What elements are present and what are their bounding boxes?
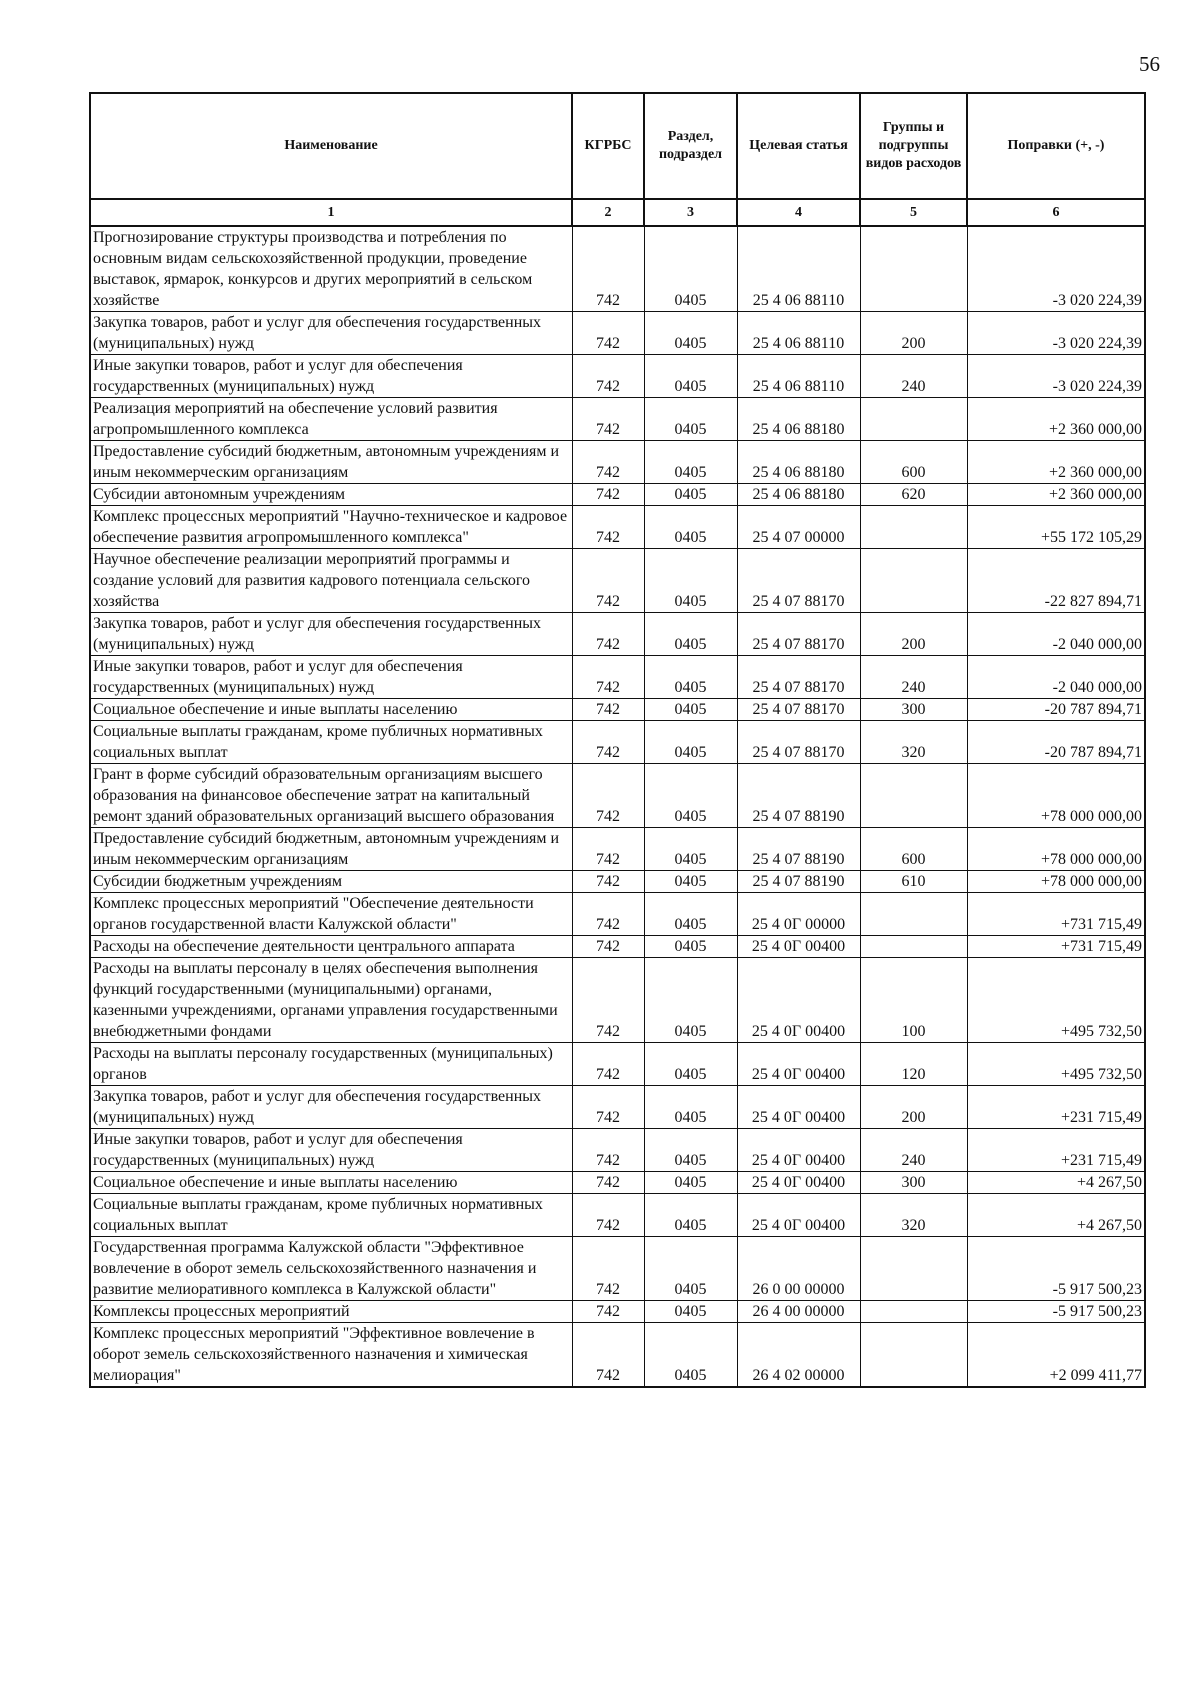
row-kgrbs: 742 <box>572 398 644 441</box>
row-section: 0405 <box>644 226 737 312</box>
table-row <box>90 936 1145 958</box>
row-name: Расходы на выплаты персоналу в целях обеспечения выполнения функций государственными (муниципальными) органами, казенными учреждениями, органами управления государственными внебюджетными фондами <box>90 958 572 1043</box>
row-target: 25 4 0Г 00400 <box>737 936 860 958</box>
row-section: 0405 <box>644 398 737 441</box>
row-kgrbs: 742 <box>572 1043 644 1086</box>
row-group: 610 <box>860 871 967 893</box>
row-amount: +731 715,49 <box>967 893 1145 936</box>
row-name: Иные закупки товаров, работ и услуг для обеспечения государственных (муниципальных) нужд <box>90 355 572 398</box>
row-target: 25 4 0Г 00400 <box>737 1129 860 1172</box>
row-name: Предоставление субсидий бюджетным, автономным учреждениям и иным некоммерческим организациям <box>90 441 572 484</box>
row-target: 25 4 06 88110 <box>737 226 860 312</box>
column-number: 4 <box>737 199 860 226</box>
row-target: 25 4 07 88170 <box>737 613 860 656</box>
row-target: 25 4 07 88170 <box>737 656 860 699</box>
row-target: 25 4 06 88180 <box>737 398 860 441</box>
table-row <box>90 699 1145 721</box>
row-target: 25 4 0Г 00400 <box>737 1086 860 1129</box>
row-section: 0405 <box>644 721 737 764</box>
row-kgrbs: 742 <box>572 764 644 828</box>
row-amount: -3 020 224,39 <box>967 355 1145 398</box>
table-body <box>90 226 1145 1387</box>
row-name: Закупка товаров, работ и услуг для обеспечения государственных (муниципальных) нужд <box>90 312 572 355</box>
row-amount: +231 715,49 <box>967 1129 1145 1172</box>
table-row <box>90 355 1145 398</box>
row-section: 0405 <box>644 656 737 699</box>
row-amount: +2 099 411,77 <box>967 1323 1145 1388</box>
row-name: Социальное обеспечение и иные выплаты населению <box>90 699 572 721</box>
row-group: 600 <box>860 828 967 871</box>
row-name: Реализация мероприятий на обеспечение условий развития агропромышленного комплекса <box>90 398 572 441</box>
row-target: 25 4 0Г 00400 <box>737 1043 860 1086</box>
row-name: Комплексы процессных мероприятий <box>90 1301 572 1323</box>
row-group <box>860 1237 967 1301</box>
row-kgrbs: 742 <box>572 699 644 721</box>
row-group <box>860 936 967 958</box>
row-kgrbs: 742 <box>572 549 644 613</box>
row-target: 26 0 00 00000 <box>737 1237 860 1301</box>
column-number: 5 <box>860 199 967 226</box>
row-target: 25 4 0Г 00400 <box>737 1194 860 1237</box>
row-group <box>860 893 967 936</box>
row-kgrbs: 742 <box>572 441 644 484</box>
table-row <box>90 312 1145 355</box>
row-kgrbs: 742 <box>572 1194 644 1237</box>
row-name: Комплекс процессных мероприятий "Обеспечение деятельности органов государственной власти Калужской области" <box>90 893 572 936</box>
row-name: Предоставление субсидий бюджетным, автономным учреждениям и иным некоммерческим организациям <box>90 828 572 871</box>
row-kgrbs: 742 <box>572 958 644 1043</box>
row-amount: -2 040 000,00 <box>967 656 1145 699</box>
row-target: 25 4 07 88170 <box>737 699 860 721</box>
table-row <box>90 1301 1145 1323</box>
table-row <box>90 721 1145 764</box>
row-amount: +78 000 000,00 <box>967 828 1145 871</box>
row-name: Иные закупки товаров, работ и услуг для обеспечения государственных (муниципальных) нужд <box>90 1129 572 1172</box>
row-section: 0405 <box>644 613 737 656</box>
table-row <box>90 1043 1145 1086</box>
row-amount: -22 827 894,71 <box>967 549 1145 613</box>
header-group: Группы и подгруппы видов расходов <box>860 93 967 199</box>
row-kgrbs: 742 <box>572 828 644 871</box>
table-row <box>90 764 1145 828</box>
row-section: 0405 <box>644 1237 737 1301</box>
column-number: 2 <box>572 199 644 226</box>
row-amount: -5 917 500,23 <box>967 1301 1145 1323</box>
row-amount: +78 000 000,00 <box>967 871 1145 893</box>
table-row <box>90 656 1145 699</box>
row-section: 0405 <box>644 484 737 506</box>
row-section: 0405 <box>644 1086 737 1129</box>
row-name: Субсидии автономным учреждениям <box>90 484 572 506</box>
row-name: Иные закупки товаров, работ и услуг для обеспечения государственных (муниципальных) нужд <box>90 656 572 699</box>
table-row <box>90 1086 1145 1129</box>
table-row <box>90 1129 1145 1172</box>
row-target: 25 4 0Г 00400 <box>737 958 860 1043</box>
row-section: 0405 <box>644 549 737 613</box>
row-group <box>860 398 967 441</box>
row-group: 100 <box>860 958 967 1043</box>
row-section: 0405 <box>644 1043 737 1086</box>
row-group <box>860 764 967 828</box>
column-number: 6 <box>967 199 1145 226</box>
table-row <box>90 871 1145 893</box>
row-amount: -5 917 500,23 <box>967 1237 1145 1301</box>
row-target: 25 4 07 88170 <box>737 721 860 764</box>
row-name: Социальные выплаты гражданам, кроме публичных нормативных социальных выплат <box>90 1194 572 1237</box>
table-row <box>90 506 1145 549</box>
row-section: 0405 <box>644 699 737 721</box>
table-row <box>90 398 1145 441</box>
row-kgrbs: 742 <box>572 1301 644 1323</box>
row-section: 0405 <box>644 764 737 828</box>
table-row <box>90 549 1145 613</box>
row-section: 0405 <box>644 936 737 958</box>
row-section: 0405 <box>644 1323 737 1388</box>
row-section: 0405 <box>644 958 737 1043</box>
budget-amendments-table <box>89 92 1146 1388</box>
row-kgrbs: 742 <box>572 1086 644 1129</box>
row-target: 25 4 07 88190 <box>737 871 860 893</box>
row-name: Расходы на обеспечение деятельности центрального аппарата <box>90 936 572 958</box>
row-amount: -2 040 000,00 <box>967 613 1145 656</box>
row-amount: +2 360 000,00 <box>967 441 1145 484</box>
table-row <box>90 893 1145 936</box>
row-target: 25 4 06 88110 <box>737 355 860 398</box>
table-row <box>90 1194 1145 1237</box>
row-kgrbs: 742 <box>572 484 644 506</box>
row-section: 0405 <box>644 1129 737 1172</box>
row-target: 26 4 00 00000 <box>737 1301 860 1323</box>
row-name: Закупка товаров, работ и услуг для обеспечения государственных (муниципальных) нужд <box>90 1086 572 1129</box>
row-name: Комплекс процессных мероприятий "Эффективное вовлечение в оборот земель сельскохозяйственного назначения и химическая мелиорация" <box>90 1323 572 1388</box>
row-kgrbs: 742 <box>572 355 644 398</box>
row-name: Грант в форме субсидий образовательным организациям высшего образования на финансовое обеспечение затрат на капитальный ремонт зданий образовательных организаций высшего образования <box>90 764 572 828</box>
row-name: Расходы на выплаты персоналу государственных (муниципальных) органов <box>90 1043 572 1086</box>
row-group <box>860 506 967 549</box>
table-header-row <box>90 93 1145 199</box>
table-row <box>90 484 1145 506</box>
row-amount: +495 732,50 <box>967 1043 1145 1086</box>
page-number: 56 <box>1139 52 1160 76</box>
row-section: 0405 <box>644 1172 737 1194</box>
row-kgrbs: 742 <box>572 613 644 656</box>
row-amount: +2 360 000,00 <box>967 484 1145 506</box>
row-name: Государственная программа Калужской области "Эффективное вовлечение в оборот земель сельскохозяйственного назначения и развитие мелиоративного комплекса в Калужской области" <box>90 1237 572 1301</box>
row-kgrbs: 742 <box>572 312 644 355</box>
row-group: 200 <box>860 312 967 355</box>
row-kgrbs: 742 <box>572 871 644 893</box>
table-row <box>90 1323 1145 1388</box>
row-amount: -3 020 224,39 <box>967 312 1145 355</box>
row-target: 25 4 06 88180 <box>737 484 860 506</box>
row-kgrbs: 742 <box>572 1172 644 1194</box>
row-group: 320 <box>860 1194 967 1237</box>
header-target: Целевая статья <box>737 93 860 199</box>
row-group: 600 <box>860 441 967 484</box>
row-target: 25 4 06 88180 <box>737 441 860 484</box>
row-name: Научное обеспечение реализации мероприятий программы и создание условий для развития кадрового потенциала сельского хозяйства <box>90 549 572 613</box>
row-section: 0405 <box>644 1301 737 1323</box>
row-target: 25 4 06 88110 <box>737 312 860 355</box>
header-kgrbs: КГРБС <box>572 93 644 199</box>
row-group: 120 <box>860 1043 967 1086</box>
row-group: 300 <box>860 699 967 721</box>
row-section: 0405 <box>644 312 737 355</box>
row-target: 25 4 07 88170 <box>737 549 860 613</box>
row-group: 240 <box>860 355 967 398</box>
row-group: 620 <box>860 484 967 506</box>
table-row <box>90 226 1145 312</box>
row-section: 0405 <box>644 355 737 398</box>
row-kgrbs: 742 <box>572 226 644 312</box>
row-kgrbs: 742 <box>572 936 644 958</box>
row-name: Субсидии бюджетным учреждениям <box>90 871 572 893</box>
table-row <box>90 441 1145 484</box>
column-number: 3 <box>644 199 737 226</box>
row-kgrbs: 742 <box>572 1323 644 1388</box>
table-row <box>90 613 1145 656</box>
header-section: Раздел, подраздел <box>644 93 737 199</box>
row-name: Социальное обеспечение и иные выплаты населению <box>90 1172 572 1194</box>
row-group: 240 <box>860 1129 967 1172</box>
row-amount: +4 267,50 <box>967 1194 1145 1237</box>
row-name: Социальные выплаты гражданам, кроме публичных нормативных социальных выплат <box>90 721 572 764</box>
column-number-row <box>90 199 1145 226</box>
row-section: 0405 <box>644 828 737 871</box>
row-amount: -20 787 894,71 <box>967 721 1145 764</box>
row-amount: +4 267,50 <box>967 1172 1145 1194</box>
row-section: 0405 <box>644 506 737 549</box>
table-row <box>90 1172 1145 1194</box>
row-amount: +78 000 000,00 <box>967 764 1145 828</box>
row-target: 25 4 07 88190 <box>737 764 860 828</box>
row-group <box>860 1301 967 1323</box>
row-amount: -20 787 894,71 <box>967 699 1145 721</box>
table-row <box>90 958 1145 1043</box>
row-section: 0405 <box>644 1194 737 1237</box>
header-amend: Поправки (+, -) <box>967 93 1145 199</box>
row-amount: +55 172 105,29 <box>967 506 1145 549</box>
row-target: 25 4 0Г 00400 <box>737 1172 860 1194</box>
row-name: Прогнозирование структуры производства и потребления по основным видам сельскохозяйственной продукции, проведение выставок, ярмарок, конкурсов и других мероприятий в сельском хозяйстве <box>90 226 572 312</box>
row-group <box>860 226 967 312</box>
row-group <box>860 1323 967 1388</box>
row-target: 25 4 07 88190 <box>737 828 860 871</box>
table-row <box>90 1237 1145 1301</box>
row-section: 0405 <box>644 893 737 936</box>
row-group <box>860 549 967 613</box>
row-kgrbs: 742 <box>572 1129 644 1172</box>
table-row <box>90 828 1145 871</box>
row-kgrbs: 742 <box>572 506 644 549</box>
row-target: 26 4 02 00000 <box>737 1323 860 1388</box>
row-target: 25 4 0Г 00000 <box>737 893 860 936</box>
row-amount: +231 715,49 <box>967 1086 1145 1129</box>
row-kgrbs: 742 <box>572 1237 644 1301</box>
row-group: 300 <box>860 1172 967 1194</box>
row-section: 0405 <box>644 871 737 893</box>
row-amount: -3 020 224,39 <box>967 226 1145 312</box>
header-name: Наименование <box>90 93 572 199</box>
row-group: 200 <box>860 613 967 656</box>
row-group: 320 <box>860 721 967 764</box>
row-kgrbs: 742 <box>572 721 644 764</box>
row-target: 25 4 07 00000 <box>737 506 860 549</box>
row-group: 200 <box>860 1086 967 1129</box>
row-kgrbs: 742 <box>572 893 644 936</box>
row-group: 240 <box>860 656 967 699</box>
row-section: 0405 <box>644 441 737 484</box>
row-name: Закупка товаров, работ и услуг для обеспечения государственных (муниципальных) нужд <box>90 613 572 656</box>
row-name: Комплекс процессных мероприятий "Научно-техническое и кадровое обеспечение развития агропромышленного комплекса" <box>90 506 572 549</box>
row-amount: +495 732,50 <box>967 958 1145 1043</box>
column-number: 1 <box>90 199 572 226</box>
row-amount: +731 715,49 <box>967 936 1145 958</box>
row-amount: +2 360 000,00 <box>967 398 1145 441</box>
row-kgrbs: 742 <box>572 656 644 699</box>
